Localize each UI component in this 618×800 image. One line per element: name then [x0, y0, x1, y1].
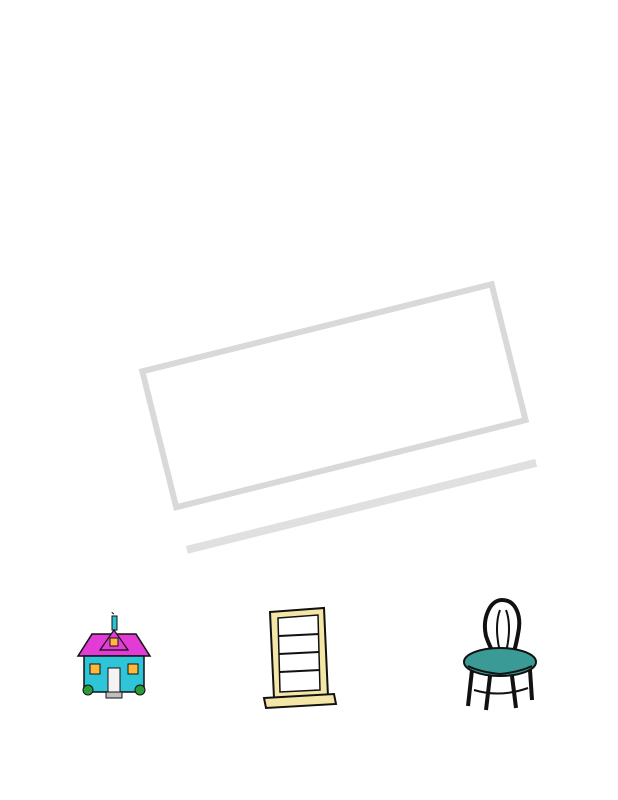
house-icon [74, 612, 154, 704]
border-right [578, 0, 598, 800]
border-left [22, 0, 42, 800]
border-bottom [0, 762, 618, 782]
watermark-logo [120, 255, 560, 585]
border-top [0, 20, 618, 40]
window-icon [262, 606, 340, 716]
chair-icon [460, 596, 540, 712]
